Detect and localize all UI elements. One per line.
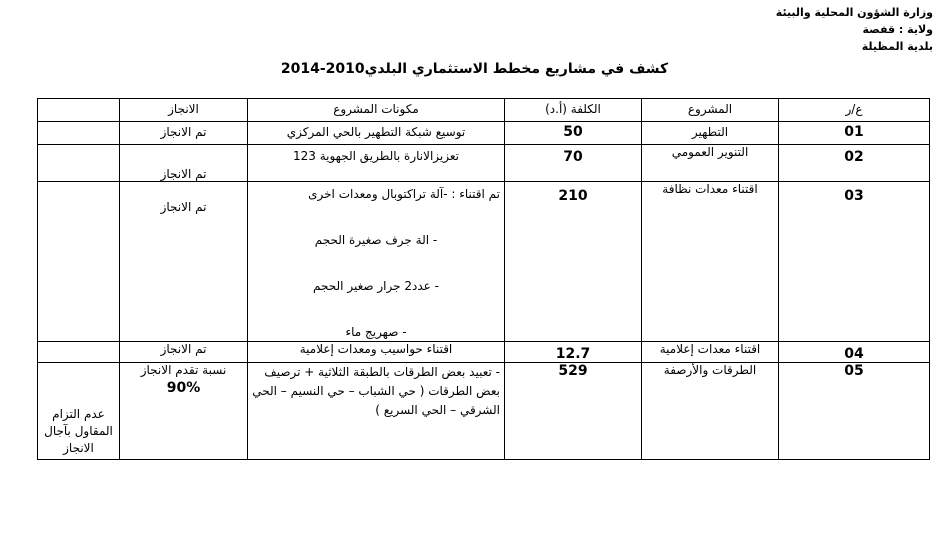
table-row	[38, 122, 930, 145]
line-gap	[252, 295, 500, 323]
row-components: توسيع شبكة التطهير بالحي المركزي	[248, 122, 505, 145]
line-gap	[252, 249, 500, 277]
table-row	[38, 145, 930, 182]
ministry-name: وزارة الشؤون المحلية والبيئة	[775, 6, 933, 19]
row-cost	[505, 145, 642, 182]
row-number	[779, 182, 930, 342]
col-header-cost: الكلفة (أ.د)	[505, 99, 642, 122]
row-note-text: عدم التزام المقاول بآجال الانجاز	[44, 407, 113, 455]
projects-table	[37, 98, 930, 460]
row-components	[248, 182, 505, 342]
row-project: اقتناء معدات إعلامية	[642, 342, 779, 363]
row-project: اقتناء معدات نظافة	[642, 182, 779, 342]
row-cost: 529	[505, 363, 642, 460]
row-status-text: تم الانجاز	[160, 200, 207, 214]
row-component-line: - صهريج ماء	[345, 325, 407, 339]
col-header-number: ع/ر	[779, 99, 930, 122]
col-header-components: مكونات المشروع	[248, 99, 505, 122]
col-header-project: المشروع	[642, 99, 779, 122]
row-note	[38, 363, 120, 460]
row-note	[38, 145, 120, 182]
row-status	[120, 363, 248, 460]
table-row	[38, 342, 930, 363]
row-number: 04	[779, 342, 930, 363]
col-header-status: الانجاز	[120, 99, 248, 122]
row-number	[779, 145, 930, 182]
document-title: كشف في مشاريع مخطط الاستثماري البلدي2010-2014	[280, 61, 669, 77]
row-components: - تعبيد بعض الطرقات بالطبقة الثلاثية + ترصيف بعض الطرقات ( حي الشباب – حي النسيم – الحي الشرقي – الحي السريع )	[248, 363, 505, 460]
row-status: تم الانجاز	[120, 122, 248, 145]
row-components: اقتناء حواسيب ومعدات إعلامية	[248, 342, 505, 363]
row-cost: 12.7	[505, 342, 642, 363]
letterhead	[776, 4, 933, 55]
progress-label: نسبة تقدم الانجاز	[140, 363, 227, 377]
line-gap	[252, 203, 500, 231]
row-project: التنوير العمومي	[642, 145, 779, 182]
row-note	[38, 182, 120, 342]
row-cost-text: 70	[563, 149, 583, 165]
row-cost-text: 210	[558, 188, 588, 204]
row-project: التطهير	[642, 122, 779, 145]
progress-value: 90%	[166, 380, 201, 396]
row-status-text: تم الانجاز	[160, 167, 207, 181]
province-name: ولاية : قفصة	[862, 23, 933, 36]
row-status	[120, 182, 248, 342]
row-component-line: تم اقتناء : -آلة تراكتوبال ومعدات اخرى	[308, 187, 500, 201]
row-components	[248, 145, 505, 182]
row-component-line: تعزيزالانارة بالطريق الجهوية 123	[292, 149, 460, 163]
row-cost: 50	[505, 122, 642, 145]
row-component-line: - عدد2 جرار صغير الحجم	[313, 279, 439, 293]
municipality-name: بلدية المظيلة	[861, 40, 933, 53]
row-number-text: 02	[844, 149, 864, 165]
row-cost	[505, 182, 642, 342]
row-number-text: 03	[844, 188, 864, 204]
table-row	[38, 182, 930, 342]
table-header-row	[38, 99, 930, 122]
row-number: 01	[779, 122, 930, 145]
row-note	[38, 342, 120, 363]
row-number: 05	[779, 363, 930, 460]
col-header-note	[38, 99, 120, 122]
row-status	[120, 145, 248, 182]
row-note	[38, 122, 120, 145]
row-project: الطرقات والأرصفة	[642, 363, 779, 460]
row-status: تم الانجاز	[120, 342, 248, 363]
table-row	[38, 363, 930, 460]
row-component-line: - الة جرف صغيرة الحجم	[314, 233, 438, 247]
